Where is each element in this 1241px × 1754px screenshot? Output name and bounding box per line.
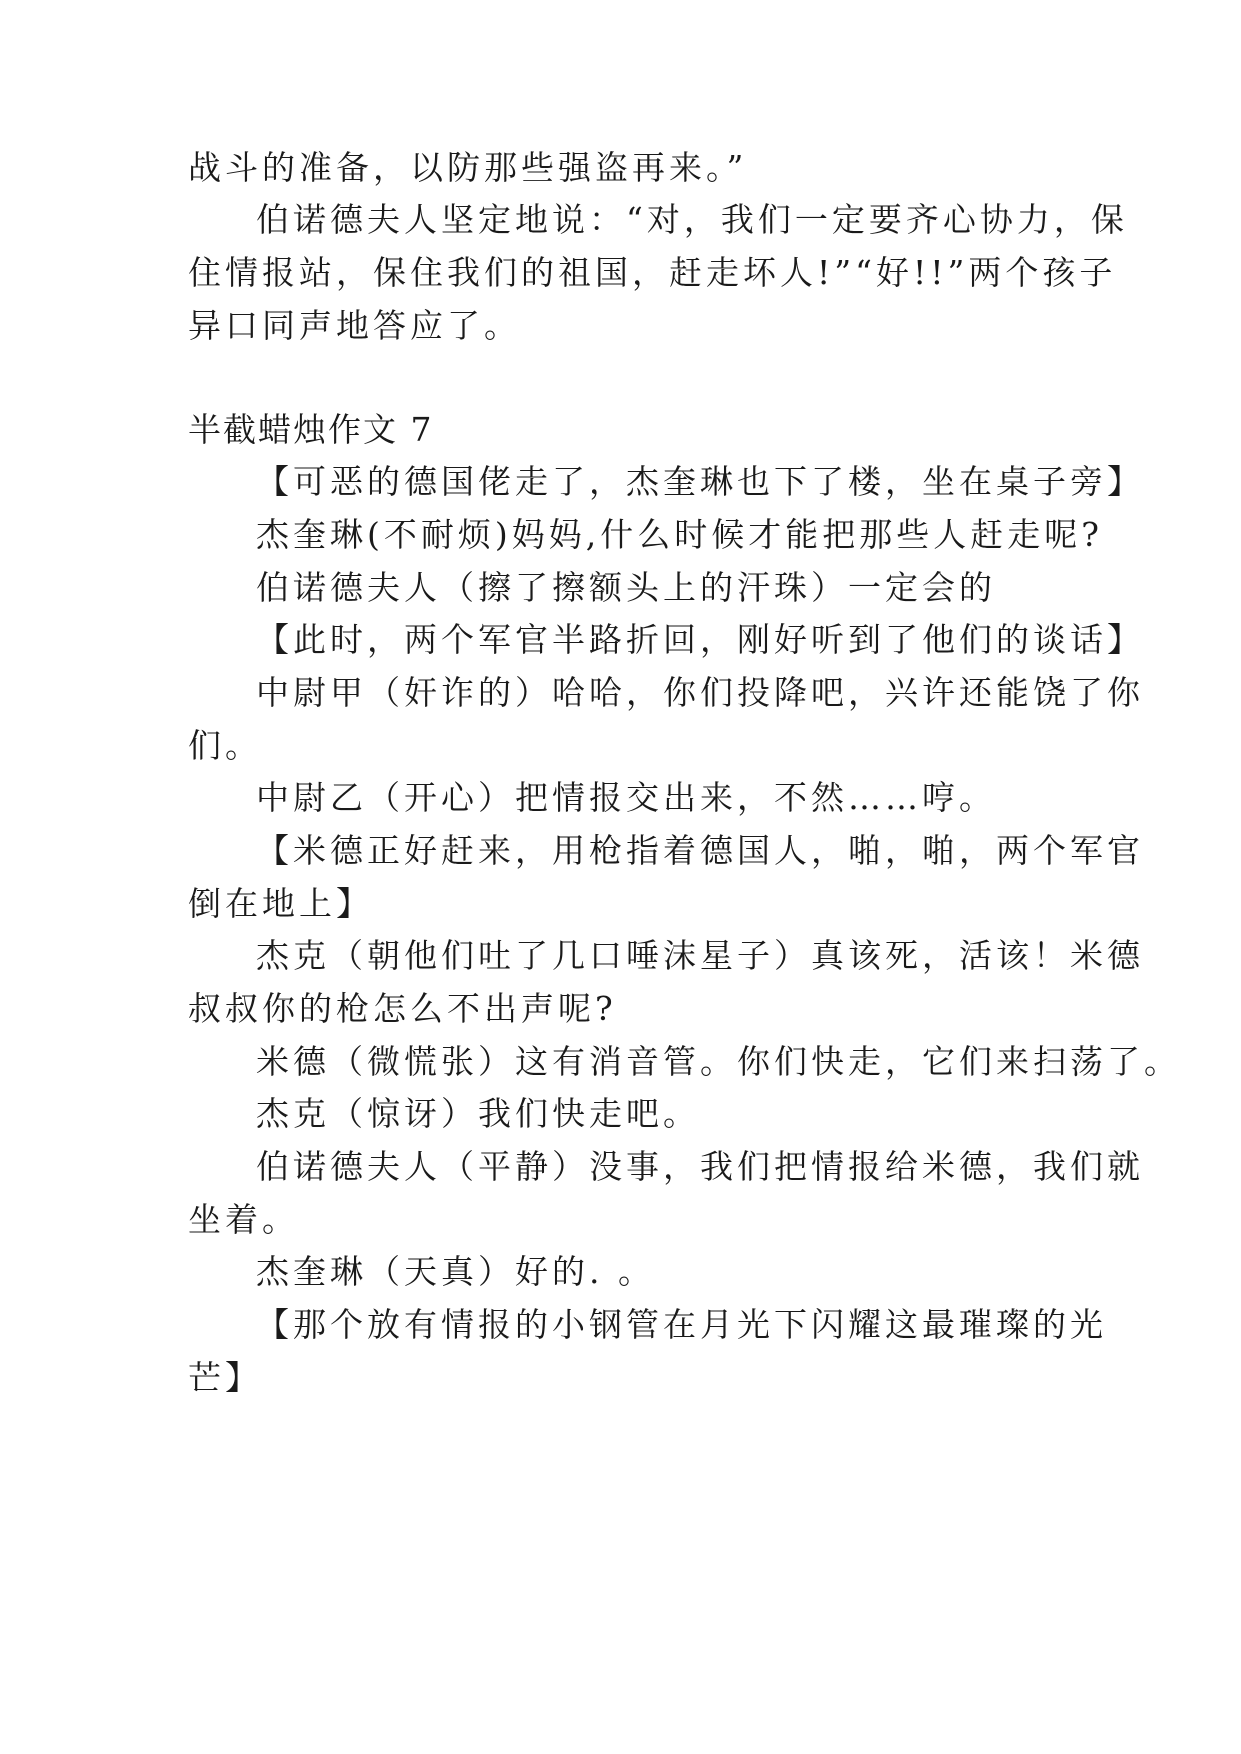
dialogue-line: 中尉乙（开心）把情报交出来，不然……哼。 [256,778,996,817]
paragraph-line: 异口同声地答应了。 [188,306,521,345]
stage-direction-line: 【米德正好赶来，用枪指着德国人，啪，啪，两个军官 [256,831,1144,870]
dialogue-line: 中尉甲（奸诈的）哈哈，你们投降吧，兴许还能饶了你 [256,673,1144,712]
dialogue-line: 叔叔你的枪怎么不出声呢? [188,989,617,1028]
stage-direction-line: 【此时，两个军官半路折回，刚好听到了他们的谈话】 [256,620,1144,659]
dialogue-line: 坐着。 [188,1200,299,1239]
stage-direction-line: 倒在地上】 [188,884,373,923]
stage-direction-line: 芒】 [188,1358,262,1397]
dialogue-line: 伯诺德夫人（平静）没事，我们把情报给米德，我们就 [256,1147,1144,1186]
stage-direction-line: 【可恶的德国佬走了，杰奎琳也下了楼，坐在桌子旁】 [256,462,1144,501]
dialogue-line: 杰克（惊讶）我们快走吧。 [256,1094,700,1133]
stage-direction-line: 【那个放有情报的小钢管在月光下闪耀这最璀璨的光 [256,1305,1107,1344]
dialogue-line: 们。 [188,726,262,765]
dialogue-line: 杰奎琳（天真）好的. 。 [256,1252,655,1291]
section-title: 半截蜡烛作文 7 [188,410,434,449]
paragraph-line: 战斗的准备，以防那些强盗再来。” [188,148,748,187]
paragraph-line: 伯诺德夫人坚定地说：“对，我们一定要齐心协力，保 [256,200,1128,239]
dialogue-line: 杰克（朝他们吐了几口唾沫星子）真该死，活该！米德 [256,936,1144,975]
dialogue-line: 杰奎琳(不耐烦)妈妈,什么时候才能把那些人赶走呢? [256,515,1103,554]
dialogue-line: 米德（微慌张）这有消音管。你们快走，它们来扫荡了。 [256,1042,1181,1081]
dialogue-line: 伯诺德夫人（擦了擦额头上的汗珠）一定会的 [256,568,996,607]
paragraph-line: 住情报站，保住我们的祖国，赶走坏人!”“好!!”两个孩子 [188,253,1117,292]
